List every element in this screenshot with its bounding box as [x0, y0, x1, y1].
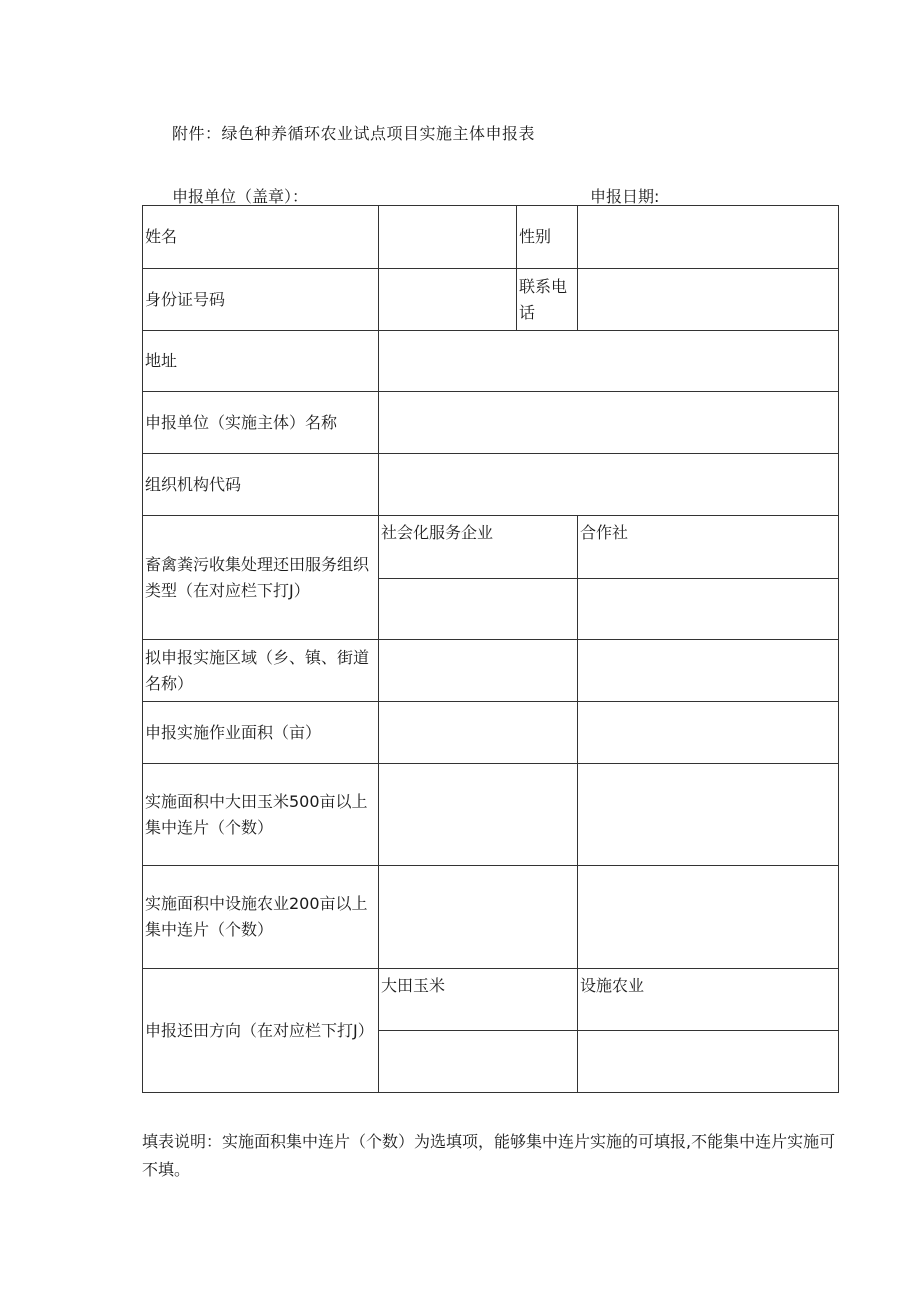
table-row — [143, 969, 839, 1031]
service-type-enterprise-header: 社会化服务企业 — [379, 516, 578, 579]
direction-facility-header: 设施农业 — [578, 969, 839, 1031]
facility-count-field-1[interactable] — [379, 866, 578, 969]
corn-count-field-1[interactable] — [379, 764, 578, 866]
org-code-field[interactable] — [379, 454, 839, 516]
service-type-enterprise-check[interactable] — [379, 579, 578, 640]
org-code-label: 组织机构代码 — [143, 454, 379, 516]
service-type-label: 畜禽粪污收集处理还田服务组织类型（在对应栏下打J） — [143, 516, 379, 640]
table-row — [143, 764, 839, 866]
application-form-table — [142, 205, 839, 1093]
id-number-field[interactable] — [379, 269, 517, 331]
region-field-1[interactable] — [379, 640, 578, 702]
direction-label: 申报还田方向（在对应栏下打J） — [143, 969, 379, 1093]
unit-name-label: 申报单位（实施主体）名称 — [143, 392, 379, 454]
table-row — [143, 516, 839, 579]
table-row — [143, 331, 839, 392]
id-number-label: 身份证号码 — [143, 269, 379, 331]
area-field-1[interactable] — [379, 702, 578, 764]
service-type-coop-header: 合作社 — [578, 516, 839, 579]
table-row — [143, 640, 839, 702]
phone-label-line1: 联系电 — [519, 276, 568, 296]
direction-corn-header: 大田玉米 — [379, 969, 578, 1031]
corn-count-label: 实施面积中大田玉米500亩以上集中连片（个数） — [143, 764, 379, 866]
applicant-unit-label: 申报单位（盖章）： — [172, 187, 309, 206]
direction-facility-check[interactable] — [578, 1031, 839, 1093]
gender-label: 性别 — [517, 206, 578, 269]
table-row — [143, 702, 839, 764]
table-row — [143, 392, 839, 454]
phone-field[interactable] — [578, 269, 839, 331]
address-label: 地址 — [143, 331, 379, 392]
phone-label — [517, 269, 578, 331]
service-type-coop-check[interactable] — [578, 579, 839, 640]
facility-count-field-2[interactable] — [578, 866, 839, 969]
area-label: 申报实施作业面积（亩） — [143, 702, 379, 764]
table-row — [143, 206, 839, 269]
area-field-2[interactable] — [578, 702, 839, 764]
region-field-2[interactable] — [578, 640, 839, 702]
region-label: 拟申报实施区域（乡、镇、街道名称） — [143, 640, 379, 702]
document-title: 附件：绿色种养循环农业试点项目实施主体申报表 — [172, 124, 536, 143]
table-row — [143, 454, 839, 516]
application-date-label: 申报日期: — [590, 187, 660, 206]
facility-count-label: 实施面积中设施农业200亩以上集中连片（个数） — [143, 866, 379, 969]
name-label: 姓名 — [143, 206, 379, 269]
table-row — [143, 866, 839, 969]
name-field[interactable] — [379, 206, 517, 269]
direction-corn-check[interactable] — [379, 1031, 578, 1093]
address-field[interactable] — [379, 331, 839, 392]
fill-instructions: 填表说明：实施面积集中连片（个数）为选填项，能够集中连片实施的可填报,不能集中连片实施可不填。 — [142, 1132, 836, 1179]
unit-name-field[interactable] — [379, 392, 839, 454]
table-row — [143, 269, 839, 331]
gender-field[interactable] — [578, 206, 839, 269]
phone-label-line2: 话 — [519, 302, 536, 322]
corn-count-field-2[interactable] — [578, 764, 839, 866]
